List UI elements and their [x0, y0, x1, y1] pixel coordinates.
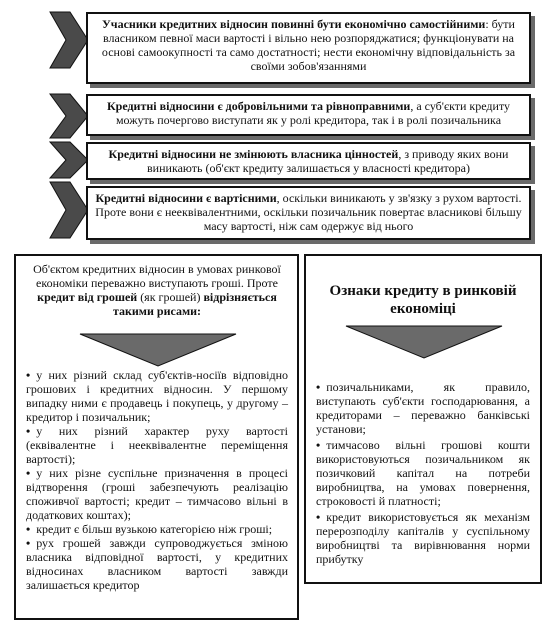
left-item-2: у них різний характер руху вартості (еквівалентне і нееквівалентне переміщення вартості); [26, 424, 288, 466]
list-item [316, 438, 530, 508]
bullet-icon: • [26, 368, 31, 382]
left-list [26, 368, 288, 592]
right-item-1: позичальниками, як правило, виступають суб'єкти господарювання, а кредиторами – переважно банківські установи; [316, 380, 530, 436]
bullet-icon: • [316, 380, 321, 394]
left-intro-colon: : [197, 304, 202, 318]
down-arrow-left [68, 332, 248, 368]
left-intro-text-2: (як грошей) [137, 290, 204, 304]
left-intro-bold-1: кредит від грошей [37, 290, 138, 304]
principle-4-text: , оскільки виникають у зв'язку з рухом вартості. Проте вони є нееквівалентними, оскільки позичальник повертає власникові більшу масу вартості, ніж сам одержує від нього [95, 191, 522, 233]
left-intro [30, 262, 284, 318]
right-item-3: кредит використовується як механізм перерозподілу капіталів у суспільному виробництві та вирівнювання норми прибутку [316, 510, 530, 566]
left-item-5: рух грошей завжди супроводжується зміною власника відповідної вартості, у кредитних відносинах власником вартості завжди залишається кредитор [26, 536, 288, 592]
list-item [316, 380, 530, 436]
principle-box-2 [86, 94, 531, 136]
bullet-icon: • [26, 424, 31, 438]
bullet-icon: • [26, 536, 31, 550]
left-item-1: у них різний склад суб'єктів-носіїв відповідно грошових і кредитних відносин. У першому випадку ними є продавець і покупець, у другому – кредитор і позичальник; [26, 368, 288, 424]
left-intro-bold-2: відрізняється такими рисами [112, 290, 277, 318]
principle-1-text: : бути власником певної маси вартості і вільно нею розпоряджатися; функціонувати на основі самоокупності та само достатності; нести економічну відповідальність за своїми зобов'язаннями [101, 17, 516, 73]
right-item-2: тимчасово вільні грошові кошти використовуються позичальником як позичковий капітал на потреби виробництва, на умовах повернення, строковості й платності; [316, 438, 530, 508]
principle-4-bold: Кредитні відносини є вартісними [95, 191, 277, 205]
left-item-4: кредит є більш вузькою категорією ніж гроші; [36, 522, 273, 536]
list-item [26, 522, 288, 536]
list-item [26, 466, 288, 522]
right-title: Ознаки кредиту в ринковій економіці [329, 283, 517, 317]
chevron-arrow-4 [50, 182, 88, 238]
principle-1-bold: Учасники кредитних відносин повинні бути економічно самостійними [102, 17, 486, 31]
principle-box-1 [86, 12, 531, 84]
principle-2-bold: Кредитні відносини є добровільними та рівноправними [106, 99, 411, 113]
list-item [316, 510, 530, 566]
list-item [26, 368, 288, 424]
bullet-icon: • [316, 438, 321, 452]
principle-box-4 [86, 186, 531, 240]
left-intro-text-1: Об'єктом кредитних відносин в умовах ринкової економіки переважно виступають гроші. Проте [33, 262, 281, 290]
right-panel [304, 254, 542, 584]
bullet-icon: • [26, 522, 31, 536]
principle-3-text: , з приводу яких вони виникають (об'єкт кредиту залишається у власності кредитора) [147, 147, 509, 175]
bullet-icon: • [316, 510, 321, 524]
chevron-arrow-3 [50, 142, 88, 178]
chevron-arrow-1 [50, 12, 88, 68]
principle-3-bold: Кредитні відносини не змінюють власника цінностей [108, 147, 399, 161]
left-item-3: у них різне суспільне призначення в процесі відтворення (гроші забезпечують реалізацію споживчої вартості; кредит – тимчасово вільні в додаткових коштах); [26, 466, 288, 522]
right-list [316, 380, 530, 566]
bullet-icon: • [26, 466, 31, 480]
list-item [26, 536, 288, 592]
chevron-arrow-2 [50, 94, 88, 138]
list-item [26, 424, 288, 466]
principle-box-3 [86, 142, 531, 180]
down-arrow-right [334, 324, 514, 360]
left-panel [14, 254, 299, 620]
principle-2-text: , а суб'єкти кредиту можуть почергово виступати як у ролі кредитора, так і в ролі позичальника [115, 99, 511, 127]
